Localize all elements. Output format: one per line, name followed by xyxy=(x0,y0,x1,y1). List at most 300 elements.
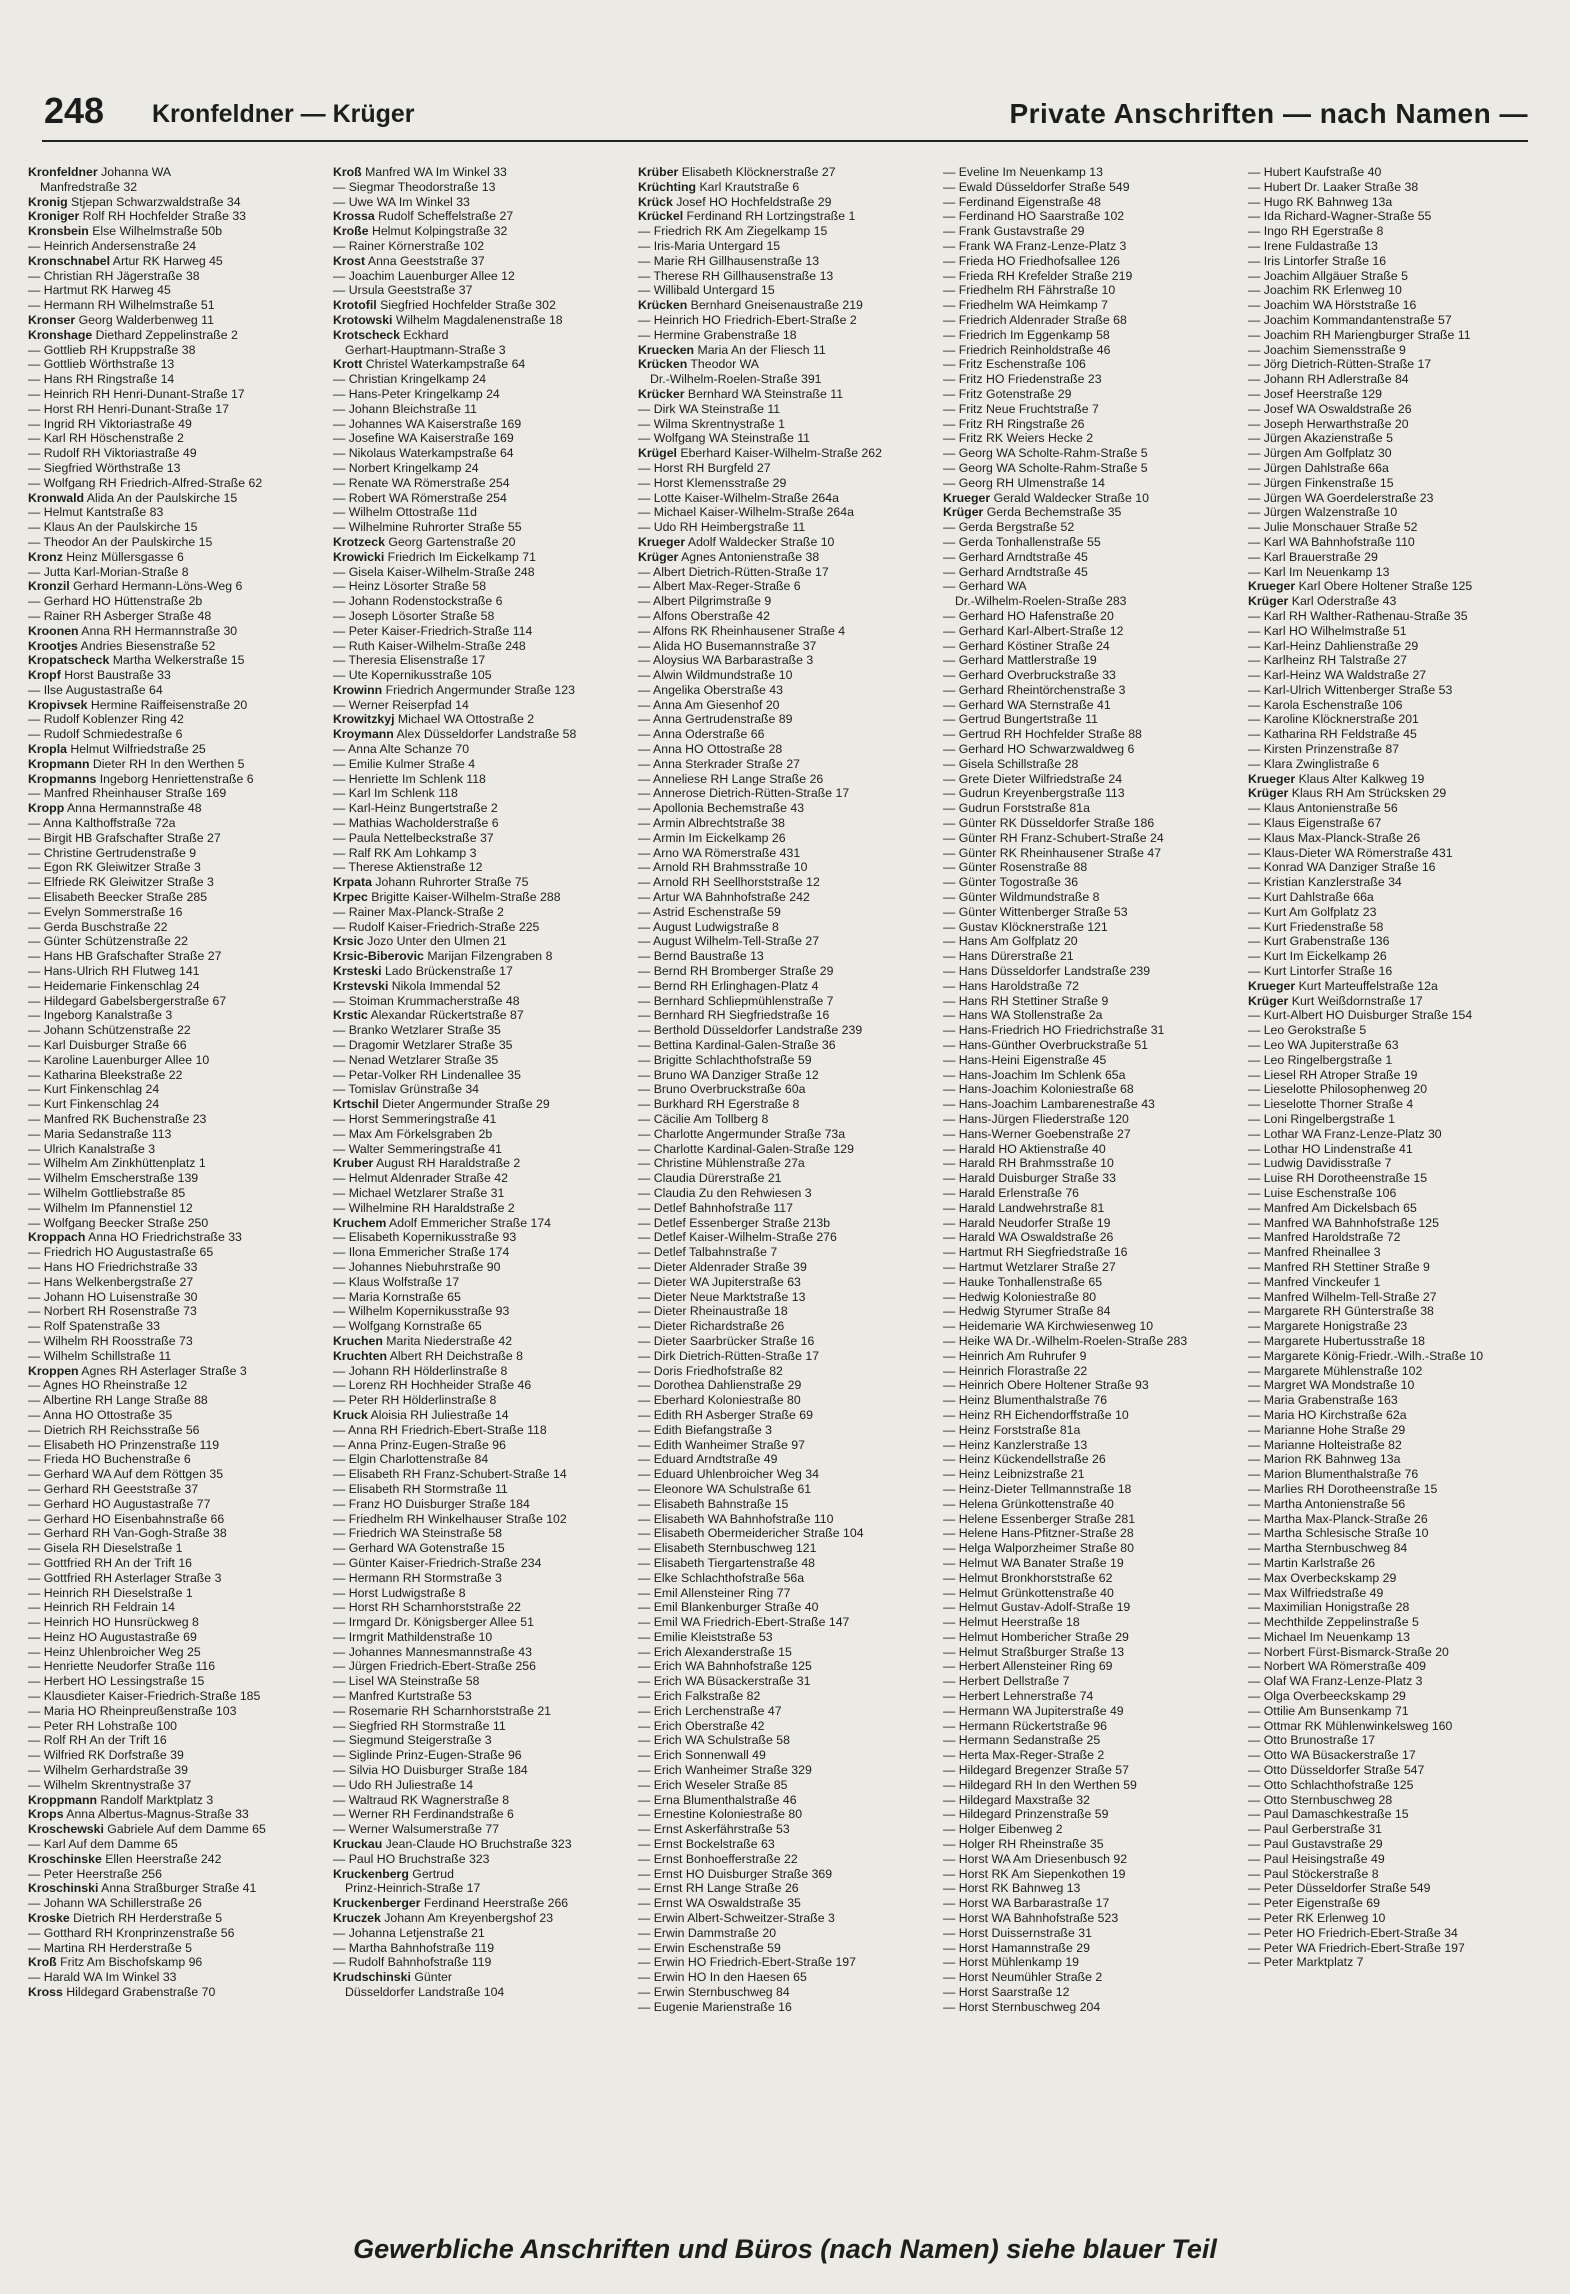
directory-entry: — Anna Oderstraße 66 xyxy=(638,727,765,742)
directory-entry: Düsseldorfer Landstraße 104 xyxy=(345,1985,505,2000)
directory-entry: — Karl Brauerstraße 29 xyxy=(1248,549,1378,564)
directory-entry: — Harald WA Im Winkel 33 xyxy=(28,1970,177,1985)
directory-entry: — Klausdieter Kaiser-Friedrich-Straße 185 xyxy=(28,1689,261,1704)
directory-entry: Krüger Agnes Antonienstraße 38 xyxy=(638,549,820,564)
directory-entry: — Bernhard RH Siegfriedstraße 16 xyxy=(638,1008,830,1023)
directory-entry: — Marie RH Gillhausenstraße 13 xyxy=(638,253,820,268)
directory-entry: — Siegmar Theodorstraße 13 xyxy=(333,179,496,194)
directory-entry: — Bernd RH Erlinghagen-Platz 4 xyxy=(638,978,819,993)
directory-entry: — Ernst Bonhoefferstraße 22 xyxy=(638,1851,798,1866)
directory-entry: — Ottilie Am Bunsenkamp 71 xyxy=(1248,1703,1409,1718)
directory-entry: — Hans RH Ringstraße 14 xyxy=(28,372,175,387)
directory-entry: — Dirk WA Steinstraße 11 xyxy=(638,401,781,416)
surname: Kroschinske xyxy=(28,1851,102,1866)
directory-column-5 xyxy=(1248,165,1548,1970)
directory-entry: — Joachim WA Hörststraße 16 xyxy=(1248,298,1417,313)
directory-entry: — Erwin Eschenstraße 59 xyxy=(638,1940,781,1955)
directory-entry: — Karl RH Höschenstraße 2 xyxy=(28,431,184,446)
directory-entry: — Horst Hamannstraße 29 xyxy=(943,1940,1090,1955)
directory-entry: — Fritz Neue Fruchtstraße 7 xyxy=(943,401,1099,416)
directory-entry: — Heinz Blumenthalstraße 76 xyxy=(943,1393,1108,1408)
directory-entry: — Friedrich Reinholdstraße 46 xyxy=(943,342,1111,357)
surname: Kropatscheck xyxy=(28,653,110,668)
directory-entry: — Helene Hans-Pfitzner-Straße 28 xyxy=(943,1526,1134,1541)
directory-entry: — Ernst RH Lange Straße 26 xyxy=(638,1881,799,1896)
surname: Kruecken xyxy=(638,342,695,357)
directory-entry: Krueger Gerald Waldecker Straße 10 xyxy=(943,490,1149,505)
directory-entry: — Friedrich HO Augustastraße 65 xyxy=(28,1245,214,1260)
directory-entry: — Georg WA Scholte-Rahm-Straße 5 xyxy=(943,446,1148,461)
directory-entry: — Günter Wildmundstraße 8 xyxy=(943,890,1100,905)
directory-entry: Krueger Adolf Waldecker Straße 10 xyxy=(638,534,835,549)
directory-entry: — Helga Walporzheimer Straße 80 xyxy=(943,1541,1134,1556)
directory-entry: Kropatscheck Martha Welkerstraße 15 xyxy=(28,653,245,668)
directory-entry: — Lothar WA Franz-Lenze-Platz 30 xyxy=(1248,1126,1442,1141)
directory-entry: — Erich Lerchenstraße 47 xyxy=(638,1703,782,1718)
directory-entry: — Dieter Rheinaustraße 18 xyxy=(638,1304,788,1319)
surname: Krueger xyxy=(943,490,991,505)
directory-entry: — Irene Fuldastraße 13 xyxy=(1248,238,1378,253)
directory-entry: — Jörg Dietrich-Rütten-Straße 17 xyxy=(1248,357,1432,372)
directory-entry: — Hugo RK Bahnweg 13a xyxy=(1248,194,1393,209)
directory-entry: — Udo RH Juliestraße 14 xyxy=(333,1777,474,1792)
directory-entry: — Martha Sternbuschweg 84 xyxy=(1248,1541,1408,1556)
directory-entry: — Henriette Im Schlenk 118 xyxy=(333,771,486,786)
directory-entry: — Gerhard Karl-Albert-Straße 12 xyxy=(943,623,1124,638)
directory-entry: — Detlef Bahnhofstraße 117 xyxy=(638,1200,793,1215)
directory-entry: — Hermann WA Jupiterstraße 49 xyxy=(943,1703,1124,1718)
directory-entry: — Dragomir Wetzlarer Straße 35 xyxy=(333,1038,513,1053)
directory-entry: — Willibald Untergard 15 xyxy=(638,283,775,298)
directory-entry: — Konrad WA Danziger Straße 16 xyxy=(1248,860,1436,875)
directory-entry: — Anna Alte Schanze 70 xyxy=(333,742,470,757)
surname: Kroß xyxy=(333,165,362,179)
directory-entry: Prinz-Heinrich-Straße 17 xyxy=(345,1881,481,1896)
directory-entry: — Manfred WA Bahnhofstraße 125 xyxy=(1248,1215,1439,1230)
surname: Kruchen xyxy=(333,1333,383,1348)
directory-entry: — Jutta Karl-Morian-Straße 8 xyxy=(28,564,189,579)
directory-entry: — Frank WA Franz-Lenze-Platz 3 xyxy=(943,238,1127,253)
directory-entry: — Katharina Bleekstraße 22 xyxy=(28,1067,183,1082)
directory-entry: — Klaus Eigenstraße 67 xyxy=(1248,816,1382,831)
directory-entry: — Kurt Grabenstraße 136 xyxy=(1248,934,1390,949)
surname: Krstevski xyxy=(333,978,389,993)
directory-entry: — Rudolf Koblenzer Ring 42 xyxy=(28,712,184,727)
directory-entry: — Hartmut Wetzlarer Straße 27 xyxy=(943,1259,1116,1274)
directory-entry: — Grete Dieter Wilfriedstraße 24 xyxy=(943,771,1123,786)
directory-entry: — Emil Allensteiner Ring 77 xyxy=(638,1585,791,1600)
directory-entry: — Rudolf Bahnhofstraße 119 xyxy=(333,1955,492,1970)
directory-entry: — Gerhard WA Gotenstraße 15 xyxy=(333,1541,505,1556)
surname: Krück xyxy=(638,194,673,209)
name-range: Kronfeldner — Krüger xyxy=(152,100,415,128)
directory-entry: — Eveline Im Neuenkamp 13 xyxy=(943,165,1103,179)
directory-entry: — Günter RK Düsseldorfer Straße 186 xyxy=(943,816,1155,831)
directory-entry: — Horst RH Burgfeld 27 xyxy=(638,460,771,475)
directory-entry: — Leo Ringelbergstraße 1 xyxy=(1248,1052,1393,1067)
directory-entry: Kruchten Albert RH Deichstraße 8 xyxy=(333,1348,523,1363)
directory-entry: — Waltraud RK Wagnerstraße 8 xyxy=(333,1792,510,1807)
directory-entry: — Helene Essenberger Straße 281 xyxy=(943,1511,1136,1526)
directory-entry: — Nenad Wetzlarer Straße 35 xyxy=(333,1052,499,1067)
directory-entry: — Karl-Heinz WA Waldstraße 27 xyxy=(1248,668,1427,683)
directory-column-1 xyxy=(28,165,328,2000)
surname: Krueger xyxy=(1248,978,1296,993)
directory-entry: — Detlef Kaiser-Wilhelm-Straße 276 xyxy=(638,1230,837,1245)
directory-entry: — Ernst WA Oswaldstraße 35 xyxy=(638,1896,801,1911)
directory-column-4 xyxy=(943,165,1243,2015)
directory-entry: Kruber August RH Haraldstraße 2 xyxy=(333,1156,521,1171)
directory-entry: — Wolfgang RH Friedrich-Alfred-Straße 62 xyxy=(28,475,263,490)
surname: Krstic xyxy=(333,1008,368,1023)
directory-entry: — Gottfried RH Asterlager Straße 3 xyxy=(28,1570,222,1585)
directory-entry: — Birgit HB Grafschafter Straße 27 xyxy=(28,830,221,845)
directory-entry: — Bernd RH Bromberger Straße 29 xyxy=(638,964,834,979)
directory-entry: — Harald Duisburger Straße 33 xyxy=(943,1171,1116,1186)
directory-entry: — Hans Welkenbergstraße 27 xyxy=(28,1274,194,1289)
surname: Kroonen xyxy=(28,623,79,638)
directory-entry: — Kurt Friedenstraße 58 xyxy=(1248,919,1384,934)
directory-entry: — Joachim RK Erlenweg 10 xyxy=(1248,283,1402,298)
surname: Krotowski xyxy=(333,312,393,327)
directory-entry: — Jürgen Dahlstraße 66a xyxy=(1248,460,1389,475)
directory-entry: — Heinz HO Augustastraße 69 xyxy=(28,1629,197,1644)
directory-entry: — Horst RH Henri-Dunant-Straße 17 xyxy=(28,401,229,416)
directory-entry: — Brigitte Schlachthofstraße 59 xyxy=(638,1052,812,1067)
directory-entry: — Heike WA Dr.-Wilhelm-Roelen-Straße 283 xyxy=(943,1333,1188,1348)
directory-entry: — Joachim Lauenburger Allee 12 xyxy=(333,268,515,283)
directory-entry: — Gerhard Mattlerstraße 19 xyxy=(943,653,1097,668)
directory-entry: Kropmann Dieter RH In den Werthen 5 xyxy=(28,756,245,771)
directory-entry: Krowinn Friedrich Angermunder Straße 123 xyxy=(333,682,575,697)
directory-entry: — Friedrich Aldenrader Straße 68 xyxy=(943,312,1127,327)
directory-entry: — Martha Antonienstraße 56 xyxy=(1248,1496,1406,1511)
directory-entry: — Arnold RH Brahmsstraße 10 xyxy=(638,860,808,875)
directory-entry: — Herta Max-Reger-Straße 2 xyxy=(943,1748,1105,1763)
directory-entry: — Kurt Finkenschlag 24 xyxy=(28,1082,160,1097)
directory-entry: — Ingrid RH Viktoriastraße 49 xyxy=(28,416,192,431)
surname: Krueger xyxy=(1248,579,1296,594)
directory-entry: — Heinrich HO Hunsrückweg 8 xyxy=(28,1615,199,1630)
directory-entry: — Wilhelm Ottostraße 11d xyxy=(333,505,477,520)
directory-entry: — Werner RH Ferdinandstraße 6 xyxy=(333,1807,514,1822)
directory-entry: — Irmgrit Mathildenstraße 10 xyxy=(333,1629,493,1644)
directory-entry: — Horst WA Am Driesenbusch 92 xyxy=(943,1851,1128,1866)
directory-entry: — Ewald Düsseldorfer Straße 549 xyxy=(943,179,1130,194)
directory-entry: — Helmut Aldenrader Straße 42 xyxy=(333,1171,508,1186)
directory-entry: — Horst RH Scharnhorststraße 22 xyxy=(333,1600,521,1615)
directory-entry: — Ilse Augustastraße 64 xyxy=(28,682,163,697)
directory-entry: Kroppmann Randolf Marktplatz 3 xyxy=(28,1792,214,1807)
directory-entry: — Julie Monschauer Straße 52 xyxy=(1248,520,1418,535)
directory-entry: — Karl Duisburger Straße 66 xyxy=(28,1038,187,1053)
directory-entry: — Elisabeth HO Prinzenstraße 119 xyxy=(28,1437,220,1452)
directory-entry: — Dieter Aldenrader Straße 39 xyxy=(638,1259,807,1274)
directory-entry: Manfredstraße 32 xyxy=(40,179,138,194)
directory-entry: — Edith Wanheimer Straße 97 xyxy=(638,1437,805,1452)
directory-entry: — Margarete Hubertusstraße 18 xyxy=(1248,1333,1426,1348)
surname: Krüchting xyxy=(638,179,697,194)
surname: Krpec xyxy=(333,890,368,905)
directory-entry: — Alfons RK Rheinhausener Straße 4 xyxy=(638,623,846,638)
directory-entry: — Gudrun Kreyenbergstraße 113 xyxy=(943,786,1125,801)
directory-entry: — Bernhard Schliepmühlenstraße 7 xyxy=(638,993,834,1008)
directory-entry: — Annerose Dietrich-Rütten-Straße 17 xyxy=(638,786,850,801)
directory-entry: — Josefine WA Kaiserstraße 169 xyxy=(333,431,514,446)
surname: Krücker xyxy=(638,386,685,401)
directory-entry: — Jürgen Akazienstraße 5 xyxy=(1248,431,1393,446)
surname: Krotzeck xyxy=(333,534,385,549)
surname: Kronig xyxy=(28,194,68,209)
directory-entry: — Dieter Neue Marktstraße 13 xyxy=(638,1289,806,1304)
directory-entry: — Lorenz RH Hochheider Straße 46 xyxy=(333,1378,532,1393)
directory-entry: — Heinz Leibnizstraße 21 xyxy=(943,1467,1085,1482)
directory-entry: — Luise Eschenstraße 106 xyxy=(1248,1185,1397,1200)
directory-entry: — Wilhelmine Ruhrorter Straße 55 xyxy=(333,520,522,535)
directory-entry: — Günter RH Franz-Schubert-Straße 24 xyxy=(943,830,1164,845)
directory-entry: — Eduard Uhlenbroicher Weg 34 xyxy=(638,1467,819,1482)
directory-entry: Krüger Gerda Bechemstraße 35 xyxy=(943,505,1122,520)
directory-entry: — Rolf RH An der Trift 16 xyxy=(28,1733,167,1748)
directory-entry: Kruczek Johann Am Kreyenbergshof 23 xyxy=(333,1911,554,1926)
directory-entry: — Helena Grünkottenstraße 40 xyxy=(943,1496,1114,1511)
directory-entry: — Hildegard Bregenzer Straße 57 xyxy=(943,1763,1129,1778)
directory-entry: Kroschinske Ellen Heerstraße 242 xyxy=(28,1851,222,1866)
directory-entry: — Helmut Kantstraße 83 xyxy=(28,505,164,520)
surname: Kropmann xyxy=(28,756,90,771)
directory-entry: Krott Christel Waterkampstraße 64 xyxy=(333,357,526,372)
directory-entry: — Günter Rosenstraße 88 xyxy=(943,860,1088,875)
directory-entry: — Alida HO Busemannstraße 37 xyxy=(638,638,817,653)
directory-entry: — Emilie Kulmer Straße 4 xyxy=(333,756,476,771)
directory-entry: — Elisabeth Bahnstraße 15 xyxy=(638,1496,789,1511)
directory-entry: — Horst WA Bahnhofstraße 523 xyxy=(943,1911,1119,1926)
directory-entry: — Elke Schlachthofstraße 56a xyxy=(638,1570,805,1585)
directory-entry: — Jürgen WA Goerdelerstraße 23 xyxy=(1248,490,1434,505)
surname: Krüger xyxy=(943,505,984,520)
directory-entry: — Erich WA Bahnhofstraße 125 xyxy=(638,1659,812,1674)
directory-entry: Kroß Fritz Am Bischofskamp 96 xyxy=(28,1955,203,1970)
directory-entry: — Maximilian Honigstraße 28 xyxy=(1248,1600,1410,1615)
directory-entry: — Iris-Maria Untergard 15 xyxy=(638,238,781,253)
directory-entry: — Heinz Uhlenbroicher Weg 25 xyxy=(28,1644,201,1659)
directory-entry: — Gerda Buschstraße 22 xyxy=(28,919,168,934)
directory-entry: — Kurt Finkenschlag 24 xyxy=(28,1097,160,1112)
directory-entry: — Horst Semmeringstraße 41 xyxy=(333,1112,497,1126)
directory-entry: — Gisela Schillstraße 28 xyxy=(943,756,1079,771)
directory-entry: — Katharina RH Feldstraße 45 xyxy=(1248,727,1417,742)
directory-entry: — Manfred Kurtstraße 53 xyxy=(333,1689,472,1704)
directory-entry: — Berthold Düsseldorfer Landstraße 239 xyxy=(638,1023,863,1038)
directory-entry: — Lieselotte Thorner Straße 4 xyxy=(1248,1097,1414,1112)
surname: Krops xyxy=(28,1807,64,1822)
directory-entry: Kruckau Jean-Claude HO Bruchstraße 323 xyxy=(333,1837,572,1852)
surname: Kronz xyxy=(28,549,63,564)
directory-entry: — Helmut Straßburger Straße 13 xyxy=(943,1644,1125,1659)
surname: Kruchten xyxy=(333,1348,387,1363)
directory-entry: — Karl Auf dem Damme 65 xyxy=(28,1837,178,1852)
directory-entry: — Anna Kalthoffstraße 72a xyxy=(28,816,176,831)
directory-entry: — Rainer Körnerstraße 102 xyxy=(333,238,485,253)
directory-entry: — Hubert Kaufstraße 40 xyxy=(1248,165,1382,179)
directory-entry: — Gertrud RH Hochfelder Straße 88 xyxy=(943,727,1142,742)
directory-entry: — Max Wilfriedstraße 49 xyxy=(1248,1585,1384,1600)
directory-entry: — Maria Sedanstraße 113 xyxy=(28,1126,172,1141)
directory-entry: Krops Anna Albertus-Magnus-Straße 33 xyxy=(28,1807,249,1822)
directory-entry: — Erich Falkstraße 82 xyxy=(638,1689,761,1704)
directory-entry: — Hans-Heini Eigenstraße 45 xyxy=(943,1052,1107,1067)
directory-entry: — Frieda HO Buchenstraße 6 xyxy=(28,1452,191,1467)
directory-entry: — Lothar HO Lindenstraße 41 xyxy=(1248,1141,1413,1156)
directory-entry: — Maria Grabenstraße 163 xyxy=(1248,1393,1398,1408)
directory-entry: — Georg WA Scholte-Rahm-Straße 5 xyxy=(943,460,1148,475)
directory-entry: — Manfred RH Stettiner Straße 9 xyxy=(1248,1259,1430,1274)
directory-entry: — Wilfried RK Dorfstraße 39 xyxy=(28,1748,184,1763)
directory-entry: — Renate WA Römerstraße 254 xyxy=(333,475,510,490)
directory-entry: — Werner Reiserpfad 14 xyxy=(333,697,469,712)
directory-entry: — Josef WA Oswaldstraße 26 xyxy=(1248,401,1412,416)
directory-entry: Kross Hildegard Grabenstraße 70 xyxy=(28,1985,216,2000)
directory-entry: — Erwin Albert-Schweitzer-Straße 3 xyxy=(638,1911,835,1926)
directory-entry: — Alwin Wildmundstraße 10 xyxy=(638,668,793,683)
directory-entry: Krück Josef HO Hochfeldstraße 29 xyxy=(638,194,832,209)
directory-entry: — Gerhard HO Eisenbahnstraße 66 xyxy=(28,1511,225,1526)
surname: Krsteski xyxy=(333,964,382,979)
directory-entry: — Harald WA Oswaldstraße 26 xyxy=(943,1230,1114,1245)
directory-entry: — Anna HO Ottostraße 35 xyxy=(28,1407,173,1422)
directory-entry: — Karl-Heinz Bungertstraße 2 xyxy=(333,801,498,816)
directory-entry: Krootjes Andries Biesenstraße 52 xyxy=(28,638,216,653)
directory-entry: — Hans Dürerstraße 21 xyxy=(943,949,1074,964)
directory-entry: — Paul Heisingstraße 49 xyxy=(1248,1851,1385,1866)
directory-entry: Krüger Kurt Weißdornstraße 17 xyxy=(1248,993,1423,1008)
surname: Krudschinski xyxy=(333,1970,411,1985)
directory-entry: — Johanna Letjenstraße 21 xyxy=(333,1925,485,1940)
directory-entry: — Helmut Bronkhorststraße 62 xyxy=(943,1570,1113,1585)
directory-entry: Kronsbein Else Wilhelmstraße 50b xyxy=(28,224,223,239)
directory-entry: — Friedrich RK Am Ziegelkamp 15 xyxy=(638,224,828,239)
directory-entry: — Wilhelm Gerhardstraße 39 xyxy=(28,1763,188,1778)
directory-entry: — Siegfried RH Stormstraße 11 xyxy=(333,1718,506,1733)
directory-entry: — Gerda Tonhallenstraße 55 xyxy=(943,534,1101,549)
directory-entry: Kroschewski Gabriele Auf dem Damme 65 xyxy=(28,1822,266,1837)
directory-entry: — Otto WA Büsackerstraße 17 xyxy=(1248,1748,1416,1763)
directory-entry: — Christian Kringelkamp 24 xyxy=(333,372,487,387)
directory-entry: — Peter RH Hölderlinstraße 8 xyxy=(333,1393,497,1408)
directory-entry: — Harald RH Brahmsstraße 10 xyxy=(943,1156,1114,1171)
directory-entry: — Hans-Peter Kringelkamp 24 xyxy=(333,386,500,401)
surname: Krootjes xyxy=(28,638,78,653)
directory-entry: — Fritz Gotenstraße 29 xyxy=(943,386,1072,401)
surname: Krsic-Biberovic xyxy=(333,949,424,964)
directory-entry: — Hans-Günther Overbruckstraße 51 xyxy=(943,1038,1149,1053)
directory-entry: — Lotte Kaiser-Wilhelm-Straße 264a xyxy=(638,490,839,505)
directory-entry: — Hans-Jürgen Fliederstraße 120 xyxy=(943,1112,1129,1126)
directory-entry: — Margarete König-Friedr.-Wilh.-Straße 10 xyxy=(1248,1348,1484,1363)
directory-entry: — Anna HO Ottostraße 28 xyxy=(638,742,783,757)
directory-entry: — Erwin HO Friedrich-Ebert-Straße 197 xyxy=(638,1955,856,1970)
directory-entry: — Emil Blankenburger Straße 40 xyxy=(638,1600,819,1615)
directory-entry: Krossa Rudolf Scheffelstraße 27 xyxy=(333,209,514,224)
directory-entry: — Ernst Bockelstraße 63 xyxy=(638,1837,775,1852)
surname: Krüger xyxy=(1248,594,1289,609)
directory-entry: — Wilhelmine RH Haraldstraße 2 xyxy=(333,1200,515,1215)
directory-entry: — Heinrich Obere Holtener Straße 93 xyxy=(943,1378,1149,1393)
directory-entry: — Manfred Am Dickelsbach 65 xyxy=(1248,1200,1417,1215)
surname: Kropmanns xyxy=(28,771,97,786)
surname: Krücken xyxy=(638,298,688,313)
directory-entry: — Wilhelm Skrentnystraße 37 xyxy=(28,1777,192,1792)
directory-entry: — Ottmar RK Mühlenwinkelsweg 160 xyxy=(1248,1718,1453,1733)
directory-entry: — Wilhelm Kopernikusstraße 93 xyxy=(333,1304,510,1319)
directory-entry: — Evelyn Sommerstraße 16 xyxy=(28,904,183,919)
directory-entry: — Hermann RH Stormstraße 3 xyxy=(333,1570,502,1585)
directory-entry: Kruckenberger Ferdinand Heerstraße 266 xyxy=(333,1896,569,1911)
surname: Kroße xyxy=(333,224,369,239)
directory-entry: — Heinrich Florastraße 22 xyxy=(943,1363,1088,1378)
directory-entry: — Manfred Rheinhauser Straße 169 xyxy=(28,786,227,801)
directory-entry: — Leo WA Jupiterstraße 63 xyxy=(1248,1038,1399,1053)
directory-entry: — Norbert WA Römerstraße 409 xyxy=(1248,1659,1426,1674)
directory-entry: — Anna Prinz-Eugen-Straße 96 xyxy=(333,1437,506,1452)
directory-entry: — Heidemarie Finkenschlag 24 xyxy=(28,978,200,993)
directory-entry: — Manfred Vinckeufer 1 xyxy=(1248,1274,1381,1289)
directory-entry: — Erich Sonnenwall 49 xyxy=(638,1748,766,1763)
directory-entry: — Friedhelm RH Fährstraße 10 xyxy=(943,283,1116,298)
directory-entry: — Ingeborg Kanalstraße 3 xyxy=(28,1008,173,1023)
directory-entry: — Bruno WA Danziger Straße 12 xyxy=(638,1067,819,1082)
directory-entry: Krüber Elisabeth Klöcknerstraße 27 xyxy=(638,165,836,179)
directory-entry: — Elisabeth Tiergartenstraße 48 xyxy=(638,1555,816,1570)
directory-entry: — Albert Pilgrimstraße 9 xyxy=(638,594,772,609)
directory-entry: — Charlotte Kardinal-Galen-Straße 129 xyxy=(638,1141,854,1156)
directory-entry: — Dirk Dietrich-Rütten-Straße 17 xyxy=(638,1348,820,1363)
directory-entry: — Friedhelm WA Heimkamp 7 xyxy=(943,298,1108,313)
directory-entry: Kroße Helmut Kolpingstraße 32 xyxy=(333,224,508,239)
directory-entry: — Detlef Talbahnstraße 7 xyxy=(638,1245,778,1260)
directory-entry: — Siegmund Steigerstraße 3 xyxy=(333,1733,492,1748)
directory-entry: Krowitzkyj Michael WA Ottostraße 2 xyxy=(333,712,535,727)
directory-entry: — Ferdinand Eigenstraße 48 xyxy=(943,194,1101,209)
directory-entry: — Wilhelm Gottliebstraße 85 xyxy=(28,1185,186,1200)
directory-entry: — Claudia Zu den Rehwiesen 3 xyxy=(638,1185,812,1200)
directory-entry: — Johannes Mannesmannstraße 43 xyxy=(333,1644,532,1659)
surname: Kronzil xyxy=(28,579,70,594)
surname: Krotscheck xyxy=(333,327,400,342)
directory-entry: — Horst Mühlenkamp 19 xyxy=(943,1955,1080,1970)
directory-entry: — Karl HO Wilhelmstraße 51 xyxy=(1248,623,1407,638)
directory-entry: — Joachim Kommandantenstraße 57 xyxy=(1248,312,1452,327)
directory-entry: — Gerhard HO Augustastraße 77 xyxy=(28,1496,211,1511)
directory-entry: — Siglinde Prinz-Eugen-Straße 96 xyxy=(333,1748,522,1763)
directory-entry: — Hildegard RH In den Werthen 59 xyxy=(943,1777,1137,1792)
directory-entry: — Edith RH Asberger Straße 69 xyxy=(638,1407,813,1422)
directory-entry: — Günter Wittenberger Straße 53 xyxy=(943,904,1128,919)
surname: Kroniger xyxy=(28,209,80,224)
directory-entry: — Hans-Joachim Lambarenestraße 43 xyxy=(943,1097,1155,1112)
surname: Krott xyxy=(333,357,363,372)
surname: Kruber xyxy=(333,1156,374,1171)
directory-entry: — Karl Im Schlenk 118 xyxy=(333,786,458,801)
directory-entry: — Therese RH Gillhausenstraße 13 xyxy=(638,268,834,283)
directory-entry: — Wilhelm RH Roosstraße 73 xyxy=(28,1333,193,1348)
surname: Krotofil xyxy=(333,298,377,313)
directory-entry: — Paul Damaschkestraße 15 xyxy=(1248,1807,1409,1822)
surname: Krtschil xyxy=(333,1097,379,1112)
directory-entry: — Ernst HO Duisburger Straße 369 xyxy=(638,1866,833,1881)
directory-entry: — Friedhelm RH Winkelhauser Straße 102 xyxy=(333,1511,567,1526)
directory-entry: — Klara Zwinglistraße 6 xyxy=(1248,756,1380,771)
